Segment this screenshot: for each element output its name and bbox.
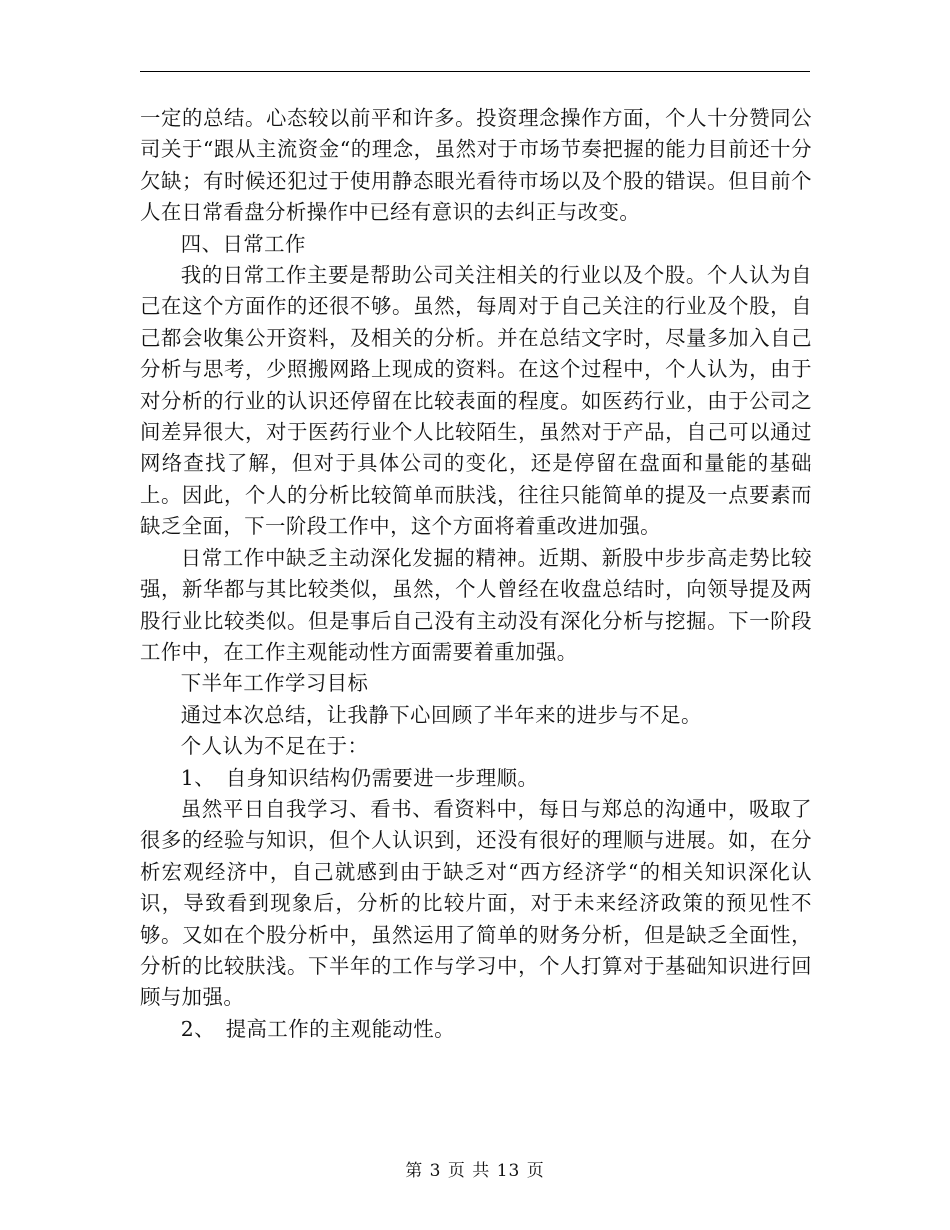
paragraph: 个人认为不足在于：	[180, 734, 369, 759]
list-item: 1、 自身知识结构仍需要进一步理顺。	[180, 765, 539, 790]
page-footer: 第 3 页 共 13 页	[405, 1161, 545, 1181]
paragraph: 通过本次总结，让我静下心回顾了半年来的进步与不足。	[180, 702, 702, 727]
section-heading: 四、日常工作	[180, 231, 306, 256]
paragraph: 日常工作中缺乏主动深化发掘的精神。近期、新股中步步高走势比较强，新华都与其比较类似，虽然，个人曾经在收盘总结时，向领导提及两股行业比较类似。但是事后自己没有主动没有深化分析与挖掘。下一阶段工作中，在工作主观能动性方面需要着重加强。	[140, 545, 812, 664]
list-item: 2、 提高工作的主观能动性。	[180, 1016, 455, 1041]
paragraph: 我的日常工作主要是帮助公司关注相关的行业以及个股。个人认为自己在这个方面作的还很不够。虽然，每周对于自己关注的行业及个股，自己都会收集公开资料，及相关的分析。并在总结文字时，尽量多加入自己分析与思考，少照搬网路上现成的资料。在这个过程中，个人认为，由于对分析的行业的认识还停留在比较表面的程度。如医药行业，由于公司之间差异很大，对于医药行业个人比较陌生，虽然对于产品，自己可以通过网络查找了解，但对于具体公司的变化，还是停留在盘面和量能的基础上。因此，个人的分析比较简单而肤浅，往往只能简单的提及一点要素而缺乏全面，下一阶段工作中，这个方面将着重改进加强。	[140, 263, 812, 539]
paragraph: 虽然平日自我学习、看书、看资料中，每日与郑总的沟通中，吸取了很多的经验与知识，但个人认识到，还没有很好的理顺与进展。如，在分析宏观经济中，自己就感到由于缺乏对“西方经济学“的相关知识深化认识，导致看到现象后，分析的比较片面，对于未来经济政策的预见性不够。又如在个股分析中，虽然运用了简单的财务分析，但是缺乏全面性，分析的比较肤浅。下半年的工作与学习中，个人打算对于基础知识进行回顾与加强。	[140, 796, 812, 1010]
paragraph: 一定的总结。心态较以前平和许多。投资理念操作方面，个人十分赞同公司关于“跟从主流资金“的理念，虽然对于市场节奏把握的能力目前还十分欠缺；有时候还犯过于使用静态眼光看待市场以及个股的错误。但目前个人在日常看盘分析操作中已经有意识的去纠正与改变。	[140, 106, 812, 225]
section-heading: 下半年工作学习目标	[180, 671, 369, 696]
header-rule	[140, 71, 810, 72]
document-body	[140, 103, 812, 1045]
